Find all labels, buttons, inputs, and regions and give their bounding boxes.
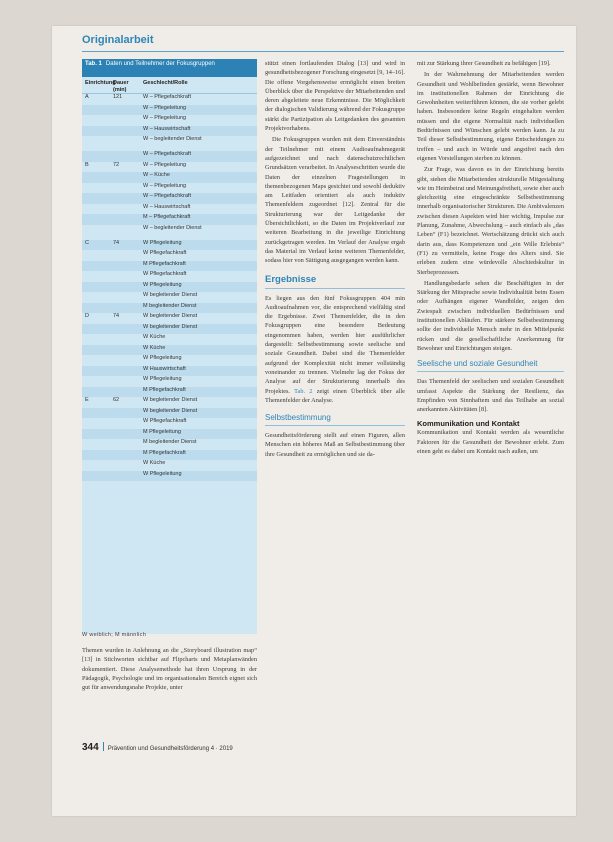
table-row xyxy=(82,115,257,126)
table-footnote: W weiblich; M männlich xyxy=(82,632,147,638)
table-cell: M Pflegefachkraft xyxy=(143,386,186,393)
table-row xyxy=(82,250,257,261)
table-cell: 72 xyxy=(113,161,120,168)
table-cell: W Pflegefachkraft xyxy=(143,250,187,256)
table-cell: W begleitender Dienst xyxy=(143,407,198,414)
communication-heading: Kommunikation und Kontakt xyxy=(417,419,520,429)
table-cell: W Pflegeleitung xyxy=(143,470,182,477)
paragraph: mit zur Stärkung ihrer Gesundheit zu befähigen [19]. xyxy=(417,60,551,67)
paragraph-text: zeigt einen Überblick über alle Themenfelder der Analyse. xyxy=(265,387,405,404)
table-header-cell: Geschlecht/Rolle xyxy=(143,80,188,86)
table-row xyxy=(82,387,257,398)
table-body xyxy=(82,94,257,481)
table-row xyxy=(82,366,257,377)
table-row xyxy=(82,214,257,225)
table-cell: W Hauswirtschaft xyxy=(143,365,186,372)
heading-rule xyxy=(265,288,405,289)
table-caption-text: Daten und Teilnehmer der Fokusgruppen xyxy=(105,61,215,67)
table-cell: 74 xyxy=(113,313,120,319)
table-cell: W – Hauswirtschaft xyxy=(143,125,191,132)
table-row xyxy=(82,193,257,204)
heading-rule xyxy=(417,371,564,372)
table-cell: 62 xyxy=(113,397,120,403)
table-cell: W begleitender Dienst xyxy=(143,313,198,319)
table-cell: W Pflegeleitung xyxy=(143,281,182,288)
column-1-text xyxy=(82,646,257,694)
table-row xyxy=(82,126,257,137)
table-cell: W Pflegefachkraft xyxy=(143,418,187,424)
table-row xyxy=(82,105,257,116)
paragraph: Die Fokusgruppen wurden mit dem Einverständnis der Teilnehmer mit einem Audioaufnahmegerät aufgezeichnet und nach datenschutzrechtlichen Grundsätzen verarbeitet. In Analyseschritten wurde die Daten der einzelnen Fragestellungen in themenbezogenen Maps gesichtet und sowohl deduktiv am Leitfaden orientiert als auch induktiv Themenfeldern zugeordnet [12]. Zentral für die Strukturierung war der Leitgedanke der Übersichtlichkeit, so die Daten im Projektverlauf zur weiteren Bearbeitung in die jeweilige Einrichtung zurückgetragen werden. Im Verlauf der Analyse ergab das Material im Verlauf keine weiteren Themenfelder, sodass hier von Sättigung ausgegangen werden kann. xyxy=(265,136,405,265)
table-cell: W – begleitender Dienst xyxy=(143,136,202,142)
table-row xyxy=(82,313,257,324)
self-determination-heading: Selbstbestimmung xyxy=(265,413,331,423)
paragraph: Gesundheitsförderung stellt auf einen Figuren, allen Menschen ein höheres Maß an Selbstbestimmung über ihre Gesundheit zu ermöglichen und sie da- xyxy=(265,432,405,458)
heading-rule xyxy=(265,425,405,426)
table-cell: W – Pflegefachkraft xyxy=(143,193,191,199)
table-row xyxy=(82,450,257,461)
table-cell: W Pflegeleitung xyxy=(143,239,182,246)
table-cell: W – begleitender Dienst xyxy=(143,224,202,231)
table-row xyxy=(82,418,257,429)
table-header-row xyxy=(82,77,257,94)
table-cell: W Pflegeleitung xyxy=(143,355,182,361)
page-footer xyxy=(82,742,233,753)
paragraph: Das Themenfeld der seelischen und sozialen Gesundheit umfasst Aspekte die Stärkung der Resilienz, das Empfinden von Sinnhaftem und das Teilhabe an sozial anerkannten Aktivitäten [8]. xyxy=(417,378,564,414)
table-cell: W – Pflegeleitung xyxy=(143,182,187,189)
table-cell: W – Pflegeleitung xyxy=(143,115,187,121)
table-header-cell: Dauer (min) xyxy=(113,80,129,93)
table-label: Tab. 1 xyxy=(85,61,102,67)
paragraph: Zur Frage, was davon es in der Einrichtung bereits gibt, stehen die Mitarbeitenden strukturelle Mitgestaltung wie im Heimbeirat und Meinungsfreiheit, sowie eher auch gleichzeitig eine eingeschränkte Selbstbestimmung innerhalb organisatorischer Strukturen. Die Ambivalenzen zwischen diesen Aspekten wird hier wichtig, Impulse zur Planung, Zunahme, Abwechslung – auch einfach als „das Leben“ (F1) bezeichnet. Wertschätzung drückt sich auch darin aus, dass Kompetenzen und „ein Wille Erlebnis“ (F1) zu vermitteln, keine Frage des Alters sind. Sie erleben zudem eine würdevolle Abschiedskultur in Sterbeprozessen. xyxy=(417,166,564,276)
paragraph: In der Wahrnehmung der Mitarbeitenden werden Gesundheit und Wohlbefinden gestärkt, wenn Bewohner im institutionellen Rahmen der Einrichtung die Gewohnheiten weiterführen können, die sie vorher gelebt haben. Insbesondere keine Regeln eingehalten werden müssen und die eigene Normalität nach individuellen Bedürfnissen und Wünschen gelebt werden kann. Ja zu Teil dieser Selbstbestimmung, eigene Entscheidungen zu treffen – und auch in Würde und angstfrei nach den eigenen Vorstellungen sterben zu können. xyxy=(417,71,564,162)
table-row xyxy=(82,439,257,450)
table-row xyxy=(82,225,257,240)
table-row xyxy=(82,204,257,215)
table-row xyxy=(82,471,257,482)
table-row xyxy=(82,183,257,194)
table-row xyxy=(82,429,257,440)
table-cell: W Küche xyxy=(143,334,166,340)
table-cell: B xyxy=(85,161,89,168)
header-rule xyxy=(82,51,564,52)
table-row xyxy=(82,397,257,408)
table-row xyxy=(82,408,257,419)
table-cell: 121 xyxy=(113,94,123,100)
table-cell: W Küche xyxy=(143,460,166,466)
table-cell: W – Pflegefachkraft xyxy=(143,151,191,157)
paragraph: Themen wurden in Anlehnung an die „Storyboard illustration map“ [13] in Stichworten sichtbar auf Flipcharts und Metaplanwänden dokumentiert. Diese Analysemethode hat ihren Ursprung in der Pädagogik, Psychologie und im organisationalen Bereich eignet sich gut für anwendungsnahe Projekte, unter xyxy=(82,647,257,692)
table-row xyxy=(82,292,257,303)
table-cell: C xyxy=(85,239,89,246)
table-row xyxy=(82,240,257,251)
table-cell: M begleitender Dienst xyxy=(143,302,197,309)
section-header: Originalarbeit xyxy=(82,34,154,46)
table-row xyxy=(82,303,257,314)
table-cell: W begleitender Dienst xyxy=(143,292,198,298)
table-cell: D xyxy=(85,313,89,319)
table-row xyxy=(82,334,257,345)
table-row xyxy=(82,136,257,151)
table-cell: W – Küche xyxy=(143,172,170,178)
paragraph-text: Es liegen aus den fünf Fokusgruppen 404 min Audioaufnahmen vor, die entsprechend vielfältig sind die Ergebnisse. Zwei Themenfelder, die in den Fokusgruppen eine besondere Bedeutung eingenommen haben, werden hier ausführlicher dargestellt: Selbstbestimmung sowie seelische und soziale Gesundheit. Dabei sind die Themenfelder aufgrund der Komplexität nicht immer vollständig voneinander zu trennen. Vielmehr lag der Fokus der Analyse auf der Strukturierung innerhalb des Projektes. xyxy=(265,294,405,395)
table-reference-link[interactable]: Tab. 2 xyxy=(294,387,313,395)
table-cell: M Pflegeleitung xyxy=(143,428,181,435)
table-cell: W – Pflegefachkraft xyxy=(143,94,191,100)
table-caption xyxy=(82,59,257,77)
footer-divider xyxy=(103,742,104,751)
table-row xyxy=(82,151,257,162)
column-3 xyxy=(417,59,564,458)
table-row xyxy=(82,282,257,293)
table-row xyxy=(82,460,257,471)
table-row xyxy=(82,355,257,366)
page-number: 344 xyxy=(82,742,99,753)
table-cell: M Pflegefachkraft xyxy=(143,449,186,456)
table-cell: W – Pflegeleitung xyxy=(143,104,187,111)
table-row xyxy=(82,94,257,105)
table-row xyxy=(82,324,257,335)
table-cell: W begleitender Dienst xyxy=(143,397,198,403)
participants-table xyxy=(82,59,257,634)
table-cell: M Pflegefachkraft xyxy=(143,260,186,267)
table-cell: W – Pflegeleitung xyxy=(143,161,187,168)
paragraph xyxy=(265,294,405,406)
table-cell: A xyxy=(85,94,89,100)
paragraph: Handlungsbedarfe sehen die Beschäftigten in der Stärkung der Mitsprache sowie Individualität beim Essen oder Aufhängen eigener Wandbilder, zeigen den Zwiespalt zwischen individuellen Bedürfnissen und institutionellen Abläufen. Für stärkere Selbstbestimmung sollte der individuelle Mensch mehr in den Mittelpunkt rücken und die gesellschaftliche Anerkennung für Bewohner und Einrichtungen steigen. xyxy=(417,279,564,352)
table-cell: W Pflegefachkraft xyxy=(143,271,187,277)
journal-page xyxy=(52,26,576,816)
table-row xyxy=(82,162,257,173)
mental-health-heading: Seelische und soziale Gesundheit xyxy=(417,359,538,369)
table-cell: W Pflegeleitung xyxy=(143,376,182,382)
table-row xyxy=(82,172,257,183)
table-row xyxy=(82,261,257,272)
journal-name: Prävention und Gesundheitsförderung 4 · 2019 xyxy=(107,746,233,752)
table-cell: W Küche xyxy=(143,344,166,351)
table-row xyxy=(82,376,257,387)
table-cell: E xyxy=(85,397,89,403)
table-header-cell: Einrichtung xyxy=(85,80,116,86)
table-cell: 74 xyxy=(113,239,120,246)
table-cell: W begleitender Dienst xyxy=(143,323,198,330)
table-row xyxy=(82,271,257,282)
table-cell: W – Hauswirtschaft xyxy=(143,203,191,210)
paragraph: Kommunikation und Kontakt werden als wesentliche Faktoren für die Gesundheit der Bewohner erlebt. Zum einen geht es dabei um Kontakt nach außen, um xyxy=(417,429,564,455)
paragraph: stützt einen fortlaufenden Dialog [13] und wird in gesundheitsbezogener Forschung eingesetzt [9, 14–16]. Die offene Vorgehensweise ermöglicht einen breiten Überblick über die Perspektive der Mitarbeitenden und deren abgeleitete neue Erkenntnisse. Die Möglichkeit der dialogischen Validierung während der Fokusgruppe stärkt die Partizipation als Leitgedanken des gesamten Projektvorhabens. xyxy=(265,60,405,133)
table-cell: M – Pflegefachkraft xyxy=(143,214,191,220)
table-row xyxy=(82,345,257,356)
table-cell: M begleitender Dienst xyxy=(143,439,197,445)
column-2 xyxy=(265,59,405,461)
results-heading: Ergebnisse xyxy=(265,273,317,285)
